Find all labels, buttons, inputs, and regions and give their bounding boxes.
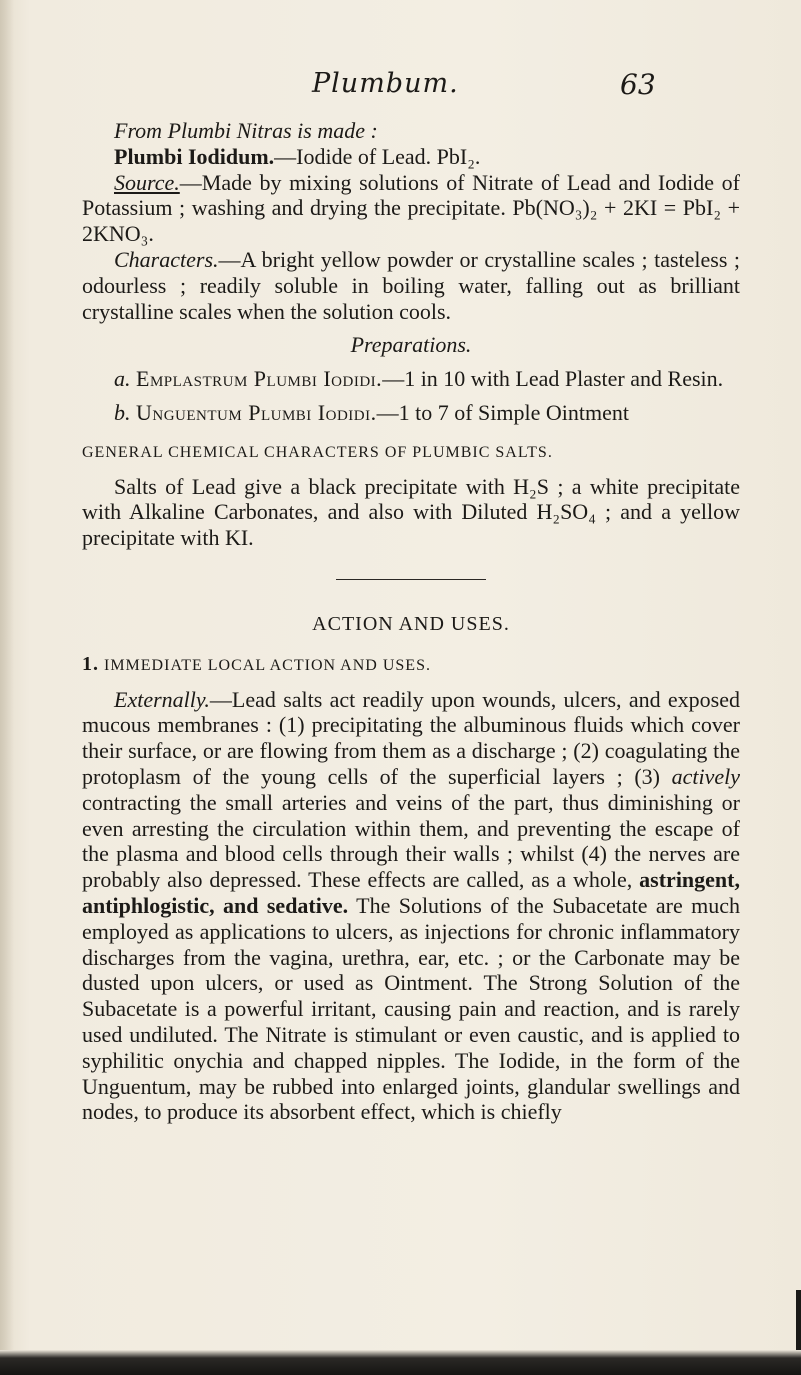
iodidum-rest: —Iodide of Lead. PbI₂. bbox=[274, 143, 481, 169]
prep-b-letter: b. bbox=[114, 399, 131, 425]
page-gutter-shadow bbox=[0, 0, 14, 1375]
spacer bbox=[82, 638, 740, 652]
source-paragraph bbox=[82, 170, 740, 247]
spacer bbox=[82, 426, 740, 440]
externally-text-3: The Solutions of the Subacetate are much employed as applications to ulcers, as injections for chronic inflammatory discharges from the vagina, urethra, ear, etc. ; or the Carbonate may be dusted upon ulcers, or used as Ointment. The Strong Solution of the Subacetate is a powerful irritant, causing pain and reaction, and is rarely used undiluted. The Nitrate is stimulant or even caustic, and is applied to syphilitic onychia and chapped nipples. The Iodide, in the form of the Unguentum, may be rubbed into enlarged joints, glandular swellings and nodes, to produce its absorbent effect, which is chiefly bbox=[82, 892, 740, 1125]
source-label: Source. bbox=[114, 169, 180, 195]
page-body bbox=[82, 118, 740, 1125]
from-line: From Plumbi Nitras is made : bbox=[114, 118, 378, 143]
action-heading: ACTION AND USES. bbox=[312, 612, 510, 635]
externally-text-2: contracting the small arteries and veins of the part, thus diminishing or even arresting the circulation within them, and preventing the escape of the plasma and blood cells through their walls ; whilst (4) the nerves are probably also depressed. These effects are called, as a whole, bbox=[82, 789, 740, 893]
running-head: Plumbum. bbox=[312, 68, 459, 99]
characters-paragraph bbox=[82, 247, 740, 324]
page-number: 63 bbox=[620, 68, 656, 101]
externally-paragraph bbox=[82, 687, 740, 1126]
externally-bold-terms: astringent, antiphlogistic, and sedative. bbox=[82, 867, 740, 918]
immediate-heading bbox=[82, 652, 740, 679]
prep-b-text: —1 to 7 of Simple Ointment bbox=[376, 399, 629, 425]
page-bottom-edge bbox=[0, 1350, 801, 1375]
externally-label: Externally. bbox=[114, 686, 210, 712]
spacer bbox=[82, 466, 740, 474]
prep-b-name: Unguentum Plumbi Iodidi. bbox=[136, 399, 377, 425]
spacer bbox=[82, 679, 740, 687]
spacer bbox=[82, 392, 740, 400]
preparations-heading: Preparations. bbox=[350, 332, 472, 358]
general-heading: GENERAL CHEMICAL CHARACTERS OF PLUMBIC SALTS. bbox=[82, 443, 553, 461]
spacer bbox=[82, 324, 740, 332]
characters-text: —A bright yellow powder or crystalline scales ; tasteless ; odourless ; readily soluble in boiling water, falling out as brilliant crystalline scales when the solution cools. bbox=[82, 246, 740, 324]
preparation-a bbox=[82, 366, 740, 392]
preparation-b bbox=[82, 400, 740, 426]
characters-label: Characters. bbox=[114, 246, 219, 272]
immediate-number: 1. bbox=[82, 652, 99, 675]
page-header bbox=[0, 68, 801, 108]
externally-actively: actively bbox=[671, 763, 740, 789]
spacer bbox=[82, 358, 740, 366]
immediate-heading-text: IMMEDIATE LOCAL ACTION AND USES. bbox=[104, 656, 431, 674]
prep-a-name: Emplastrum Plumbi Iodidi. bbox=[136, 366, 383, 392]
externally-text-1: —Lead salts act readily upon wounds, ulcers, and exposed mucous membranes : (1) precipitating the albuminous fluids which cover their surface, or are flowing from them as a discharge ; (2) coagulating the protoplasm of the young cells of the superficial layers ; (3) bbox=[82, 686, 740, 789]
iodidum-entry bbox=[82, 144, 740, 170]
prep-a-text: —1 in 10 with Lead Plaster and Resin. bbox=[382, 366, 724, 392]
prep-a-letter: a. bbox=[114, 366, 131, 392]
general-paragraph: Salts of Lead give a black precipitate with H₂S ; a white precipitate with Alkaline Carbonates, and also with Diluted H₂SO₄ ; and a yellow precipitate with KI. bbox=[82, 473, 740, 551]
section-divider bbox=[336, 579, 486, 580]
source-text: —Made by mixing solutions of Nitrate of Lead and Iodide of Potassium ; washing and drying the precipitate. Pb(NO₃)₂ + 2KI = PbI₂ + 2KNO₃. bbox=[82, 169, 740, 247]
iodidum-name: Plumbi Iodidum. bbox=[114, 143, 275, 169]
